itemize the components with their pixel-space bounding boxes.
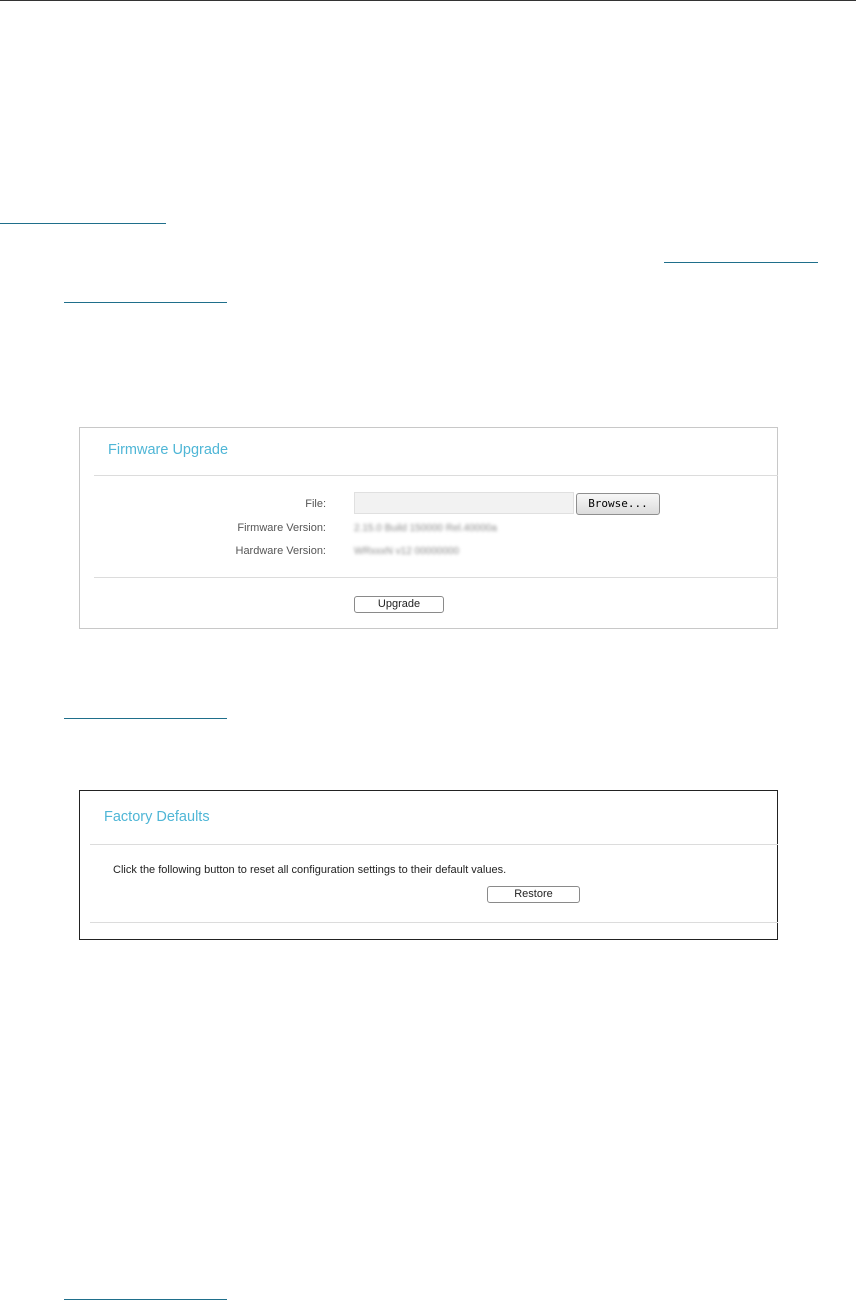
link-underline-3[interactable] [64,302,227,303]
panel-divider-top [90,844,778,845]
panel-title: Firmware Upgrade [108,442,229,458]
panel-title: Factory Defaults [104,809,210,825]
upgrade-button[interactable]: Upgrade [354,596,444,613]
panel-divider-bottom [90,922,778,923]
firmware-version-label: Firmware Version: [237,522,326,534]
panel-divider-top [94,475,778,476]
hardware-version-label: Hardware Version: [235,545,326,557]
browse-button[interactable]: Browse... [576,493,660,515]
panel-divider-bottom [94,577,778,578]
reset-description: Click the following button to reset all configuration settings to their default values. [113,864,507,876]
link-underline-2[interactable] [664,262,818,263]
firmware-upgrade-panel [79,427,778,629]
factory-defaults-panel [79,790,778,940]
file-input[interactable] [354,492,574,514]
link-underline-1[interactable] [0,223,166,224]
page-top-rule [0,0,856,1]
link-underline-4[interactable] [64,718,227,719]
firmware-version-value: 2.15.0 Build 150000 Rel.40000a [354,523,497,534]
hardware-version-value: WRxxxN v12 00000000 [354,546,460,557]
file-label: File: [305,498,326,510]
restore-button[interactable]: Restore [487,886,580,903]
